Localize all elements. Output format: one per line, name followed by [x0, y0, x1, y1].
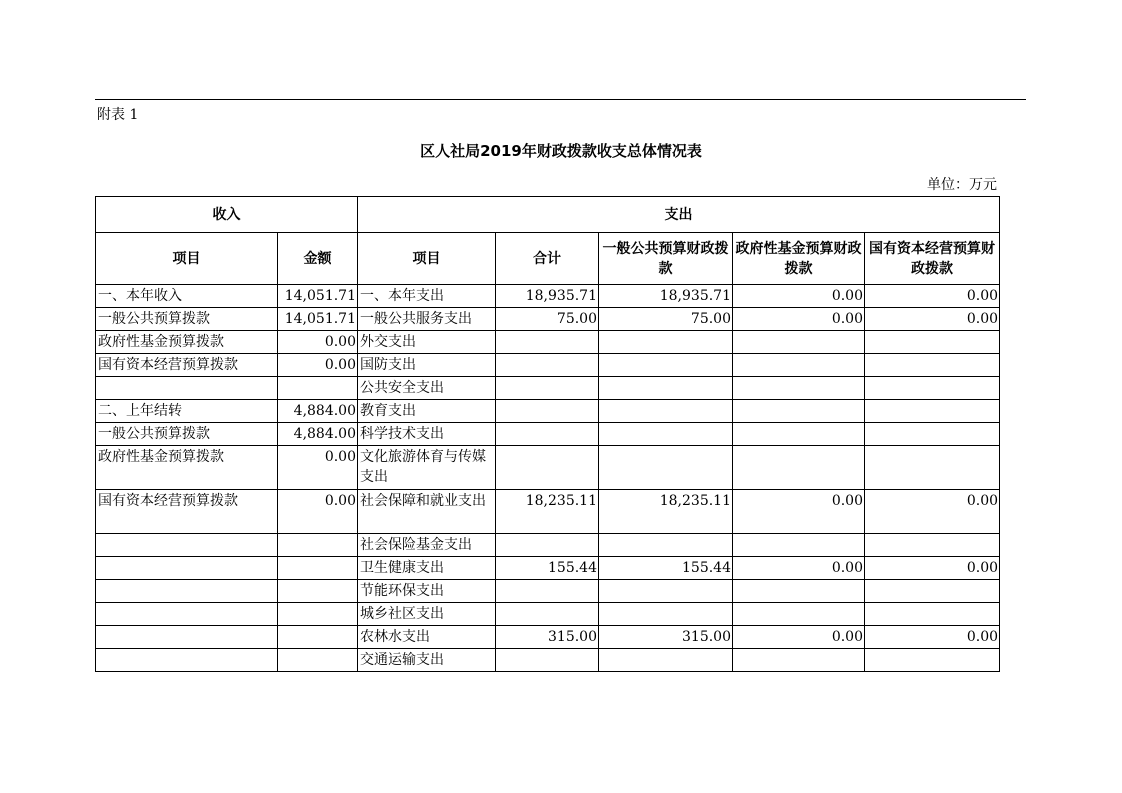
general-public-cell	[599, 423, 733, 446]
gov-fund-cell	[733, 423, 865, 446]
state-capital-cell	[865, 534, 1000, 557]
table-row	[96, 557, 1000, 580]
column-header-row	[96, 233, 1000, 285]
gov-fund-cell	[733, 400, 865, 423]
total-cell	[496, 446, 599, 490]
gov-fund-cell	[733, 580, 865, 603]
state-capital-cell: 0.00	[865, 626, 1000, 649]
table-row	[96, 534, 1000, 557]
expense-item-cell: 农林水支出	[358, 626, 496, 649]
state-capital-cell	[865, 377, 1000, 400]
state-capital-cell	[865, 649, 1000, 672]
col-header-income-item: 项目	[96, 233, 278, 285]
total-cell: 18,935.71	[496, 285, 599, 308]
state-capital-cell	[865, 580, 1000, 603]
general-public-cell	[599, 400, 733, 423]
page-title: 区人社局2019年财政拨款收支总体情况表	[420, 142, 702, 160]
table-row	[96, 490, 1000, 534]
income-amount-cell	[278, 534, 358, 557]
expense-item-cell: 节能环保支出	[358, 580, 496, 603]
gov-fund-cell: 0.00	[733, 308, 865, 331]
income-amount-cell: 0.00	[278, 490, 358, 534]
gov-fund-cell: 0.00	[733, 285, 865, 308]
income-item-cell	[96, 534, 278, 557]
general-public-cell	[599, 649, 733, 672]
col-header-total: 合计	[496, 233, 599, 285]
state-capital-cell	[865, 331, 1000, 354]
table-row	[96, 377, 1000, 400]
expense-item-cell: 外交支出	[358, 331, 496, 354]
income-item-cell: 国有资本经营预算拨款	[96, 354, 278, 377]
gov-fund-cell	[733, 377, 865, 400]
income-amount-cell	[278, 626, 358, 649]
col-header-general-public: 一般公共预算财政拨款	[599, 233, 733, 285]
state-capital-cell	[865, 603, 1000, 626]
gov-fund-cell: 0.00	[733, 557, 865, 580]
income-item-cell: 一般公共预算拨款	[96, 423, 278, 446]
table-row	[96, 285, 1000, 308]
gov-fund-cell: 0.00	[733, 626, 865, 649]
expense-item-cell: 交通运输支出	[358, 649, 496, 672]
total-cell	[496, 377, 599, 400]
income-item-cell	[96, 557, 278, 580]
expense-item-cell: 国防支出	[358, 354, 496, 377]
gov-fund-cell	[733, 354, 865, 377]
total-cell: 18,235.11	[496, 490, 599, 534]
general-public-cell	[599, 603, 733, 626]
income-amount-cell: 14,051.71	[278, 285, 358, 308]
unit-label: 单位：万元	[927, 177, 997, 193]
expense-item-cell: 社会保险基金支出	[358, 534, 496, 557]
general-public-cell: 155.44	[599, 557, 733, 580]
income-amount-cell: 0.00	[278, 354, 358, 377]
expense-item-cell: 公共安全支出	[358, 377, 496, 400]
total-cell	[496, 331, 599, 354]
total-cell: 315.00	[496, 626, 599, 649]
income-item-cell: 政府性基金预算拨款	[96, 446, 278, 490]
income-amount-cell	[278, 603, 358, 626]
general-public-cell	[599, 354, 733, 377]
general-public-cell: 18,235.11	[599, 490, 733, 534]
income-amount-cell: 0.00	[278, 331, 358, 354]
col-header-state-capital: 国有资本经营预算财政拨款	[865, 233, 1000, 285]
group-header-row	[96, 197, 1000, 233]
col-header-expense-item: 项目	[358, 233, 496, 285]
expense-item-cell: 社会保障和就业支出	[358, 490, 496, 534]
expense-item-cell: 科学技术支出	[358, 423, 496, 446]
income-amount-cell: 4,884.00	[278, 400, 358, 423]
table-row	[96, 331, 1000, 354]
income-item-cell	[96, 649, 278, 672]
expense-item-cell: 城乡社区支出	[358, 603, 496, 626]
table-row	[96, 626, 1000, 649]
income-item-cell	[96, 580, 278, 603]
state-capital-cell	[865, 354, 1000, 377]
income-amount-cell	[278, 580, 358, 603]
table-row	[96, 308, 1000, 331]
general-public-cell	[599, 534, 733, 557]
gov-fund-cell	[733, 331, 865, 354]
table-row	[96, 446, 1000, 490]
state-capital-cell	[865, 400, 1000, 423]
general-public-cell	[599, 377, 733, 400]
income-item-cell: 一、本年收入	[96, 285, 278, 308]
gov-fund-cell	[733, 649, 865, 672]
state-capital-cell: 0.00	[865, 557, 1000, 580]
income-item-cell: 政府性基金预算拨款	[96, 331, 278, 354]
total-cell	[496, 354, 599, 377]
income-amount-cell: 14,051.71	[278, 308, 358, 331]
state-capital-cell	[865, 446, 1000, 490]
expense-item-cell: 文化旅游体育与传媒支出	[358, 446, 496, 490]
income-item-cell	[96, 377, 278, 400]
general-public-cell	[599, 331, 733, 354]
attachment-label: 附表 1	[97, 107, 139, 123]
top-rule	[95, 99, 1026, 100]
expense-item-cell: 一般公共服务支出	[358, 308, 496, 331]
table-row	[96, 354, 1000, 377]
income-item-cell	[96, 603, 278, 626]
income-amount-cell	[278, 557, 358, 580]
state-capital-cell: 0.00	[865, 285, 1000, 308]
total-cell	[496, 580, 599, 603]
income-amount-cell	[278, 649, 358, 672]
income-group-header: 收入	[96, 197, 358, 233]
state-capital-cell: 0.00	[865, 308, 1000, 331]
gov-fund-cell	[733, 603, 865, 626]
expense-group-header: 支出	[358, 197, 1000, 233]
income-amount-cell	[278, 377, 358, 400]
income-item-cell	[96, 626, 278, 649]
general-public-cell: 75.00	[599, 308, 733, 331]
total-cell: 155.44	[496, 557, 599, 580]
general-public-cell: 315.00	[599, 626, 733, 649]
state-capital-cell	[865, 423, 1000, 446]
gov-fund-cell	[733, 534, 865, 557]
general-public-cell	[599, 446, 733, 490]
table-row	[96, 603, 1000, 626]
table-row	[96, 649, 1000, 672]
table-row	[96, 400, 1000, 423]
income-item-cell: 一般公共预算拨款	[96, 308, 278, 331]
col-header-gov-fund: 政府性基金预算财政拨款	[733, 233, 865, 285]
table-row	[96, 580, 1000, 603]
total-cell	[496, 423, 599, 446]
total-cell: 75.00	[496, 308, 599, 331]
state-capital-cell: 0.00	[865, 490, 1000, 534]
total-cell	[496, 649, 599, 672]
total-cell	[496, 534, 599, 557]
expense-item-cell: 一、本年支出	[358, 285, 496, 308]
general-public-cell: 18,935.71	[599, 285, 733, 308]
income-item-cell: 二、上年结转	[96, 400, 278, 423]
budget-table	[95, 196, 1000, 672]
gov-fund-cell: 0.00	[733, 490, 865, 534]
gov-fund-cell	[733, 446, 865, 490]
income-amount-cell: 4,884.00	[278, 423, 358, 446]
income-item-cell: 国有资本经营预算拨款	[96, 490, 278, 534]
general-public-cell	[599, 580, 733, 603]
total-cell	[496, 603, 599, 626]
expense-item-cell: 教育支出	[358, 400, 496, 423]
table-row	[96, 423, 1000, 446]
col-header-income-amount: 金额	[278, 233, 358, 285]
expense-item-cell: 卫生健康支出	[358, 557, 496, 580]
total-cell	[496, 400, 599, 423]
income-amount-cell: 0.00	[278, 446, 358, 490]
